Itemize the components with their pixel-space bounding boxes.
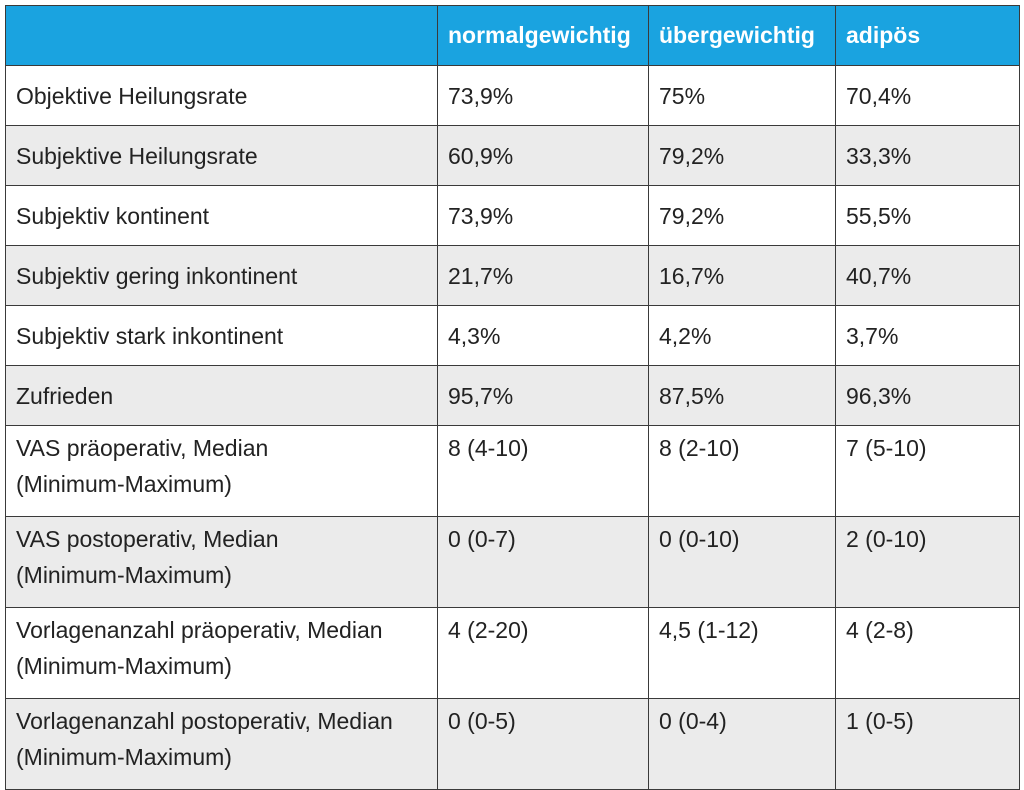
cell-uebergewichtig: 79,2% xyxy=(649,186,836,246)
row-label: Zufrieden xyxy=(6,366,438,426)
row-label-line1: VAS postoperativ, Median xyxy=(16,526,279,552)
row-label xyxy=(6,608,438,699)
cell-normalgewichtig: 95,7% xyxy=(438,366,649,426)
cell-uebergewichtig: 16,7% xyxy=(649,246,836,306)
cell-normalgewichtig: 0 (0-7) xyxy=(438,517,649,608)
table-row xyxy=(6,699,1020,790)
cell-adipoes: 33,3% xyxy=(836,126,1020,186)
cell-uebergewichtig: 79,2% xyxy=(649,126,836,186)
cell-normalgewichtig: 8 (4-10) xyxy=(438,426,649,517)
row-label-line2: (Minimum-Maximum) xyxy=(16,471,232,497)
cell-adipoes: 3,7% xyxy=(836,306,1020,366)
table-row xyxy=(6,186,1020,246)
cell-adipoes: 70,4% xyxy=(836,66,1020,126)
table-header-row xyxy=(6,6,1020,66)
row-label: Subjektive Heilungsrate xyxy=(6,126,438,186)
cell-normalgewichtig: 73,9% xyxy=(438,186,649,246)
table-row xyxy=(6,608,1020,699)
cell-adipoes: 40,7% xyxy=(836,246,1020,306)
row-label-line1: Vorlagenanzahl postoperativ, Median xyxy=(16,708,393,734)
row-label-line1: VAS präoperativ, Median xyxy=(16,435,269,461)
cell-uebergewichtig: 0 (0-4) xyxy=(649,699,836,790)
header-adipoes: adipös xyxy=(836,6,1020,66)
row-label: Subjektiv gering inkontinent xyxy=(6,246,438,306)
cell-uebergewichtig: 0 (0-10) xyxy=(649,517,836,608)
table-row xyxy=(6,517,1020,608)
row-label xyxy=(6,426,438,517)
row-label: Subjektiv kontinent xyxy=(6,186,438,246)
row-label xyxy=(6,699,438,790)
table-row xyxy=(6,66,1020,126)
row-label-line2: (Minimum-Maximum) xyxy=(16,744,232,770)
cell-adipoes: 2 (0-10) xyxy=(836,517,1020,608)
row-label-line2: (Minimum-Maximum) xyxy=(16,562,232,588)
cell-adipoes: 7 (5-10) xyxy=(836,426,1020,517)
cell-uebergewichtig: 87,5% xyxy=(649,366,836,426)
row-label xyxy=(6,517,438,608)
row-label-line1: Vorlagenanzahl präoperativ, Median xyxy=(16,617,383,643)
table-row xyxy=(6,246,1020,306)
results-table-container xyxy=(5,5,1019,790)
cell-uebergewichtig: 75% xyxy=(649,66,836,126)
table-row xyxy=(6,366,1020,426)
table-row xyxy=(6,426,1020,517)
header-uebergewichtig: übergewichtig xyxy=(649,6,836,66)
cell-normalgewichtig: 4,3% xyxy=(438,306,649,366)
cell-normalgewichtig: 0 (0-5) xyxy=(438,699,649,790)
table-row xyxy=(6,306,1020,366)
header-normalgewichtig: normalgewichtig xyxy=(438,6,649,66)
cell-adipoes: 96,3% xyxy=(836,366,1020,426)
row-label: Subjektiv stark inkontinent xyxy=(6,306,438,366)
row-label: Objektive Heilungsrate xyxy=(6,66,438,126)
cell-uebergewichtig: 4,2% xyxy=(649,306,836,366)
cell-normalgewichtig: 73,9% xyxy=(438,66,649,126)
row-label-line2: (Minimum-Maximum) xyxy=(16,653,232,679)
cell-uebergewichtig: 4,5 (1-12) xyxy=(649,608,836,699)
cell-uebergewichtig: 8 (2-10) xyxy=(649,426,836,517)
cell-normalgewichtig: 4 (2-20) xyxy=(438,608,649,699)
cell-normalgewichtig: 60,9% xyxy=(438,126,649,186)
cell-adipoes: 55,5% xyxy=(836,186,1020,246)
cell-adipoes: 4 (2-8) xyxy=(836,608,1020,699)
table-row xyxy=(6,126,1020,186)
results-table xyxy=(5,5,1020,790)
cell-normalgewichtig: 21,7% xyxy=(438,246,649,306)
header-corner-cell xyxy=(6,6,438,66)
cell-adipoes: 1 (0-5) xyxy=(836,699,1020,790)
